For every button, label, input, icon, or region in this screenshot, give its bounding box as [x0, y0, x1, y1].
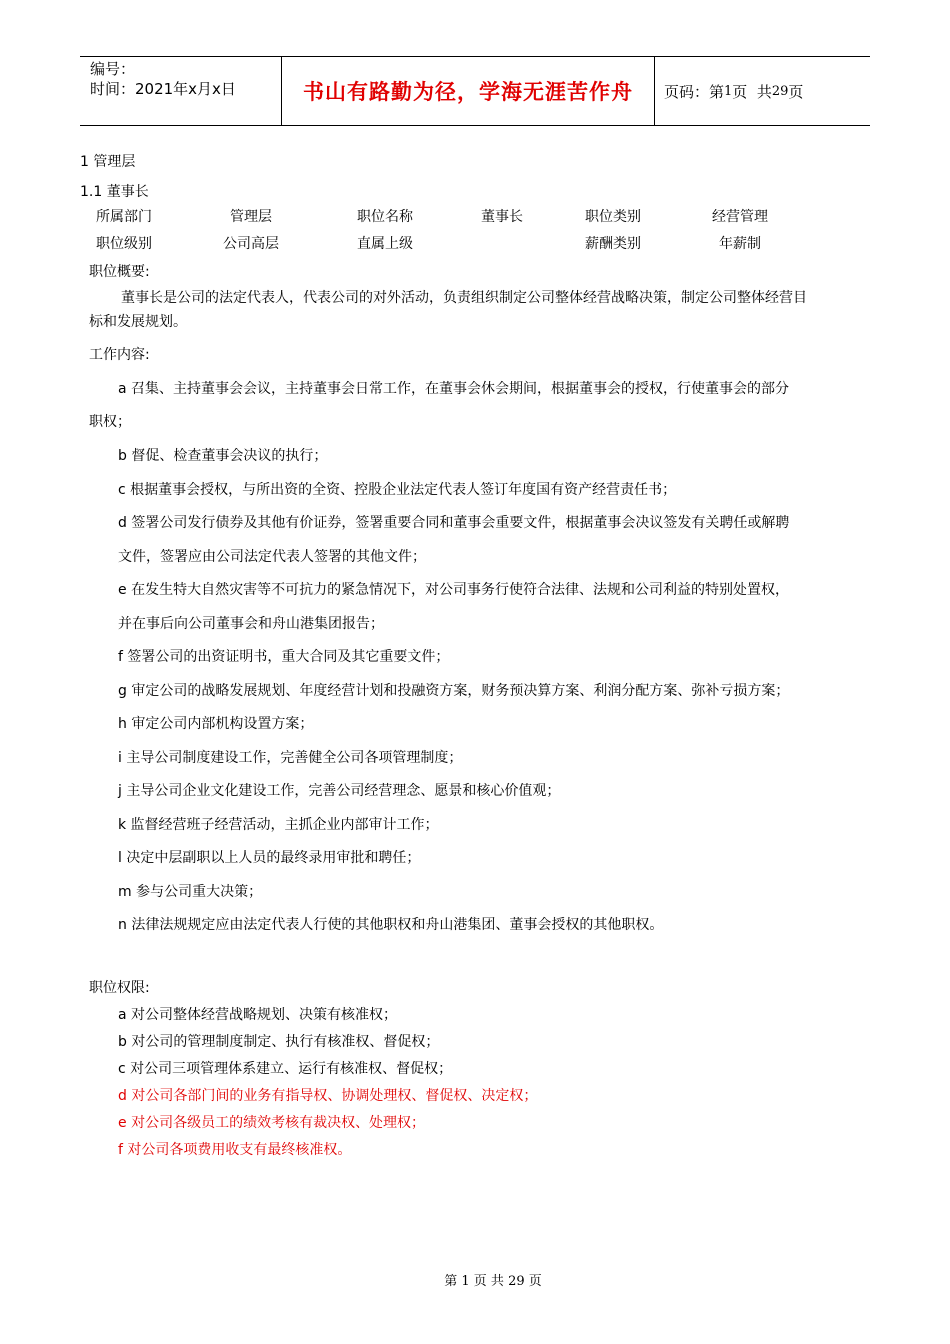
overview-heading: 职位概要: — [89, 264, 150, 280]
header-motto: 书山有路勤为径，学海无涯苦作舟 — [303, 79, 633, 104]
duty-item: i 主导公司制度建设工作，完善健全公司各项管理制度； — [118, 750, 463, 766]
authority-heading: 职位权限: — [89, 980, 150, 996]
section-title: 1 管理层 — [80, 154, 136, 170]
info-label-salary-type: 薪酬类别 — [585, 236, 641, 252]
authority-item: a 对公司整体经营战略规划、决策有核准权； — [118, 1007, 398, 1023]
duty-item: j 主导公司企业文化建设工作，完善公司经营理念、愿景和核心价值观； — [118, 783, 561, 799]
info-label-supervisor: 直属上级 — [357, 236, 413, 252]
authority-item: b 对公司的管理制度制定、执行有核准权、督促权； — [118, 1034, 440, 1050]
duty-item: c 根据董事会授权，与所出资的全资、控股企业法定代表人签订年度国有资产经营责任书； — [118, 482, 677, 498]
header-page-current: 1 — [724, 83, 733, 99]
overview-text: 董事长是公司的法定代表人，代表公司的对外活动，负责组织制定公司整体经营战略决策，制定公司整体经营目标和发展规划。 — [89, 290, 807, 330]
footer-prefix: 第 — [444, 1274, 458, 1289]
duty-item: b 督促、检查董事会决议的执行； — [118, 448, 328, 464]
info-label-position-name: 职位名称 — [357, 209, 413, 225]
info-label-position-category: 职位类别 — [585, 209, 641, 225]
header-divider-right — [654, 57, 655, 125]
document-date: 时间：2021年x月x日 — [90, 80, 236, 98]
info-value-department: 管理层 — [230, 209, 272, 225]
duty-item: d 签署公司发行债券及其他有价证券，签署重要合同和董事会重要文件，根据董事会决议签发有关聘任或解聘 — [118, 515, 790, 531]
header-page-mid: 页 共 — [732, 82, 772, 101]
authority-item-highlighted: f 对公司各项费用收支有最终核准权。 — [118, 1142, 352, 1158]
duty-item: e 在发生特大自然灾害等不可抗力的紧急情况下，对公司事务行使符合法律、法规和公司利益的特别处置权， — [118, 582, 790, 598]
info-value-position-name: 董事长 — [481, 209, 523, 225]
info-value-level: 公司高层 — [223, 236, 279, 252]
duty-item-continuation: 职权； — [89, 414, 131, 430]
header-meta — [90, 59, 236, 99]
duties-heading: 工作内容: — [89, 347, 150, 363]
footer-suffix: 页 — [528, 1274, 542, 1289]
footer-total-pages: 29 — [508, 1274, 525, 1289]
duty-item-continuation: 文件，签署应由公司法定代表人签署的其他文件； — [118, 549, 426, 565]
document-header — [80, 56, 870, 126]
duty-item: k 监督经营班子经营活动，主抓企业内部审计工作； — [118, 817, 439, 833]
document-number-label: 编号： — [90, 60, 136, 78]
header-page-info — [664, 57, 803, 125]
authority-item: c 对公司三项管理体系建立、运行有核准权、督促权； — [118, 1061, 453, 1077]
header-page-total: 29 — [771, 83, 789, 99]
duty-item: n 法律法规规定应由法定代表人行使的其他职权和舟山港集团、董事会授权的其他职权。 — [118, 917, 664, 933]
duty-item: f 签署公司的出资证明书，重大合同及其它重要文件； — [118, 649, 450, 665]
duty-item: g 审定公司的战略发展规划、年度经营计划和投融资方案，财务预决算方案、利润分配方案、弥补亏损方案； — [118, 683, 790, 699]
duty-item: h 审定公司内部机构设置方案； — [118, 716, 314, 732]
authority-item-highlighted: e 对公司各级员工的绩效考核有裁决权、处理权； — [118, 1115, 426, 1131]
header-page-label: 页码：第 — [664, 82, 725, 101]
footer-current-page: 1 — [461, 1274, 470, 1289]
authority-item-highlighted: d 对公司各部门间的业务有指导权、协调处理权、督促权、决定权； — [118, 1088, 538, 1104]
footer-mid: 页 共 — [473, 1274, 504, 1289]
duty-item: l 决定中层副职以上人员的最终录用审批和聘任； — [118, 850, 421, 866]
page-footer — [0, 1270, 950, 1289]
header-page-suffix: 页 — [788, 82, 804, 101]
duty-item: a 召集、主持董事会会议，主持董事会日常工作，在董事会休会期间，根据董事会的授权，行使董事会的部分 — [118, 381, 790, 397]
info-value-position-category: 经营管理 — [712, 209, 768, 225]
section-subtitle: 1.1 董事长 — [80, 184, 149, 200]
info-label-department: 所属部门 — [96, 209, 152, 225]
duty-item: m 参与公司重大决策； — [118, 884, 263, 900]
info-value-salary-type: 年薪制 — [719, 236, 761, 252]
info-label-level: 职位级别 — [96, 236, 152, 252]
duty-item-continuation: 并在事后向公司董事会和舟山港集团报告； — [118, 616, 384, 632]
